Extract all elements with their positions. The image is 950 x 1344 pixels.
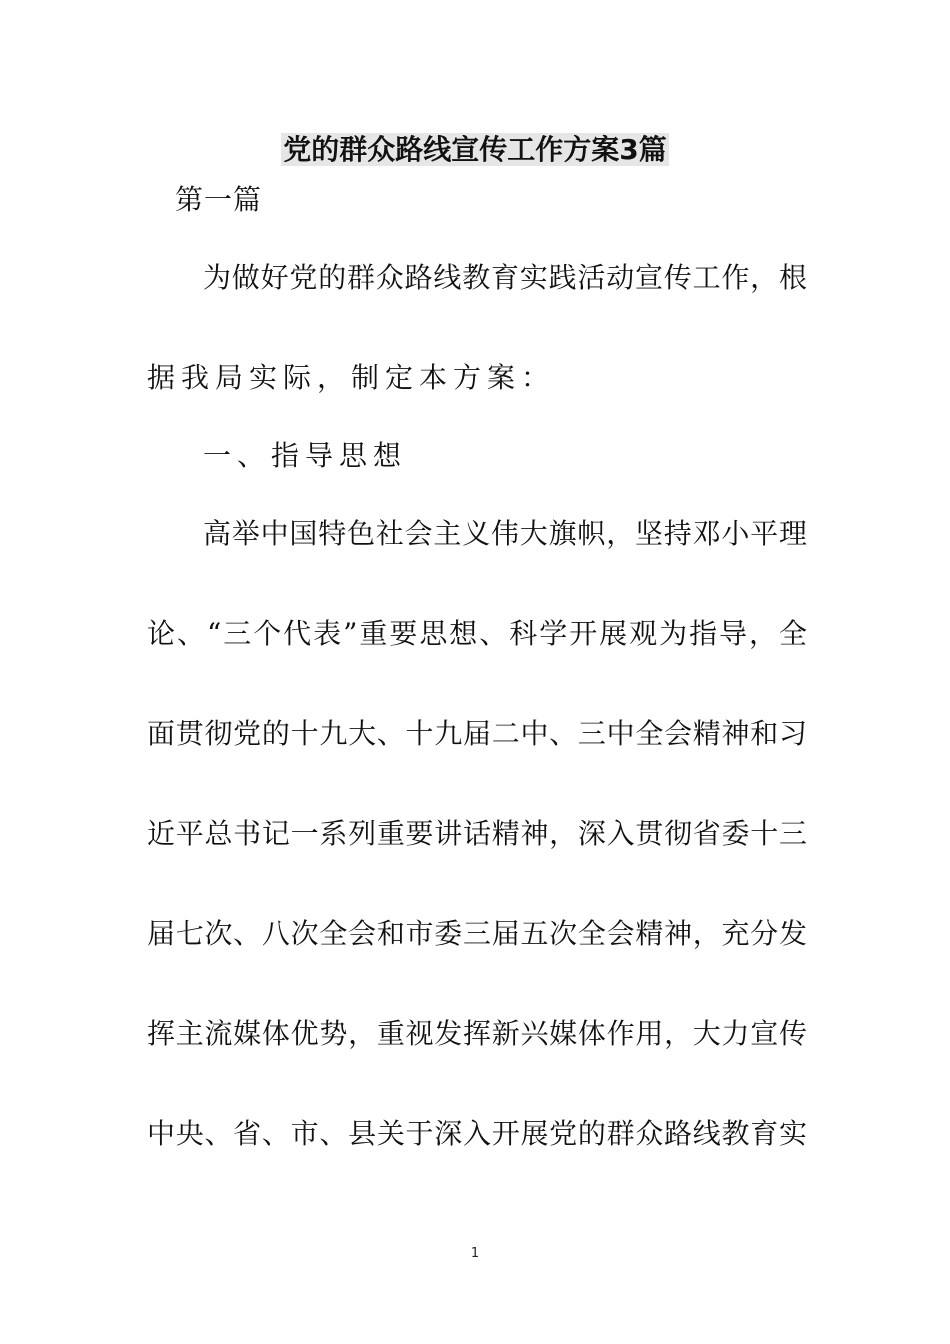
paragraph-line-5: 届七次、八次全会和市委三届五次全会精神，充分发: [147, 917, 807, 950]
section-label: 第一篇: [175, 183, 263, 216]
paragraph-line-4: 近平总书记一系列重要讲话精神，深入贯彻省委十三: [147, 817, 807, 850]
paragraph-line-2: 论、“三个代表”重要思想、科学开展观为指导，全: [147, 617, 807, 650]
heading-guiding-ideology: 一、指导思想: [203, 439, 408, 472]
paragraph-line-1: 高举中国特色社会主义伟大旗帜，坚持邓小平理: [203, 517, 807, 550]
document-title-text: 党的群众路线宣传工作方案3篇: [283, 133, 667, 166]
paragraph-line-intro-1: 为做好党的群众路线教育实践活动宣传工作，根: [203, 261, 807, 294]
page-number: 1: [470, 1246, 480, 1261]
paragraph-line-7: 中央、省、市、县关于深入开展党的群众路线教育实: [147, 1117, 807, 1150]
document-title: [0, 132, 950, 168]
paragraph-line-6: 挥主流媒体优势，重视发挥新兴媒体作用，大力宣传: [147, 1017, 807, 1050]
paragraph-line-3: 面贯彻党的十九大、十九届二中、三中全会精神和习: [147, 717, 807, 750]
paragraph-line-intro-2: 据我局实际，制定本方案：: [147, 361, 556, 394]
